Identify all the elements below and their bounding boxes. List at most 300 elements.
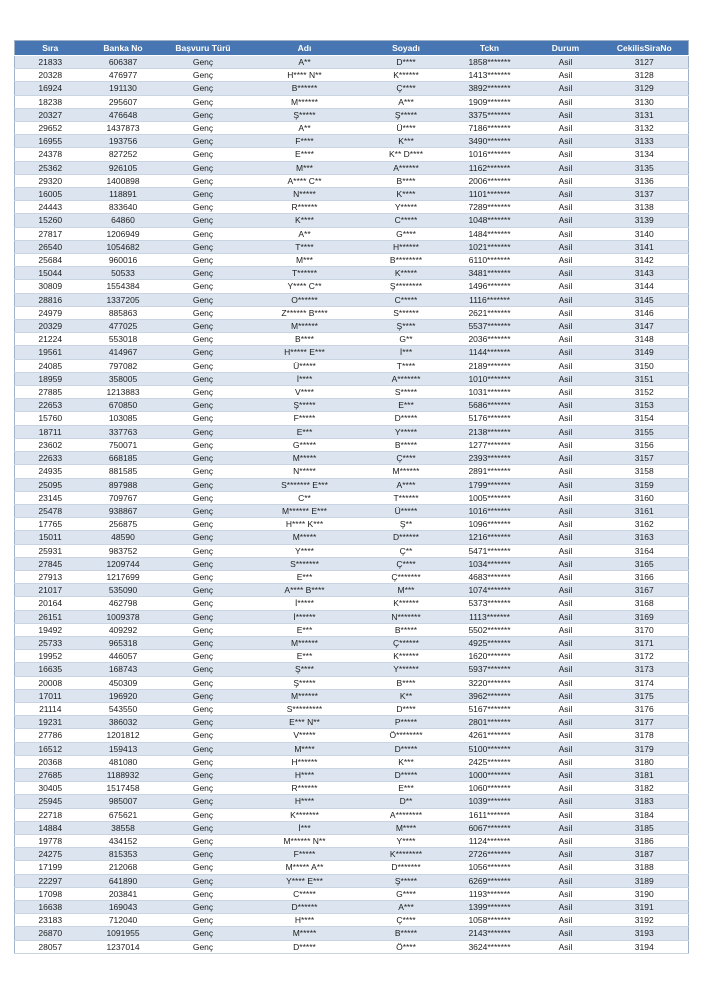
- cell-adi: Ş*****: [246, 108, 364, 121]
- cell-sira: 16955: [15, 135, 86, 148]
- table-row: [15, 821, 689, 834]
- cell-soyadi: Ü*****: [364, 504, 449, 517]
- cell-sira: 15260: [15, 214, 86, 227]
- cell-soyadi: P*****: [364, 716, 449, 729]
- cell-tckn: 1620*******: [449, 650, 531, 663]
- cell-cekilis-sira-no: 3171: [601, 636, 689, 649]
- cell-soyadi: D*****: [364, 742, 449, 755]
- cell-cekilis-sira-no: 3183: [601, 795, 689, 808]
- cell-durum: Asil: [531, 227, 601, 240]
- cell-banka-no: 169043: [86, 901, 161, 914]
- cell-sira: 26540: [15, 240, 86, 253]
- cell-durum: Asil: [531, 188, 601, 201]
- cell-cekilis-sira-no: 3157: [601, 452, 689, 465]
- cell-basvuru-turu: Genç: [161, 280, 246, 293]
- cell-banka-no: 606387: [86, 56, 161, 69]
- cell-cekilis-sira-no: 3162: [601, 518, 689, 531]
- cell-basvuru-turu: Genç: [161, 491, 246, 504]
- column-header-soyadi: Soyadı: [364, 41, 449, 56]
- cell-adi: İ******: [246, 610, 364, 623]
- cell-adi: İ***: [246, 821, 364, 834]
- cell-durum: Asil: [531, 940, 601, 953]
- cell-banka-no: 815353: [86, 848, 161, 861]
- cell-basvuru-turu: Genç: [161, 465, 246, 478]
- cell-banka-no: 833640: [86, 201, 161, 214]
- cell-banka-no: 827252: [86, 148, 161, 161]
- cell-soyadi: Ç****: [364, 452, 449, 465]
- cell-tckn: 1101*******: [449, 188, 531, 201]
- cell-basvuru-turu: Genç: [161, 570, 246, 583]
- table-row: [15, 834, 689, 847]
- cell-tckn: 5937*******: [449, 663, 531, 676]
- column-header-adi: Adı: [246, 41, 364, 56]
- cell-sira: 16512: [15, 742, 86, 755]
- cell-cekilis-sira-no: 3159: [601, 478, 689, 491]
- cell-adi: A**** C**: [246, 174, 364, 187]
- cell-soyadi: M***: [364, 584, 449, 597]
- cell-durum: Asil: [531, 557, 601, 570]
- cell-adi: M*****: [246, 927, 364, 940]
- cell-adi: B****: [246, 333, 364, 346]
- cell-soyadi: Ç**: [364, 544, 449, 557]
- cell-basvuru-turu: Genç: [161, 874, 246, 887]
- cell-soyadi: A*******: [364, 372, 449, 385]
- cell-durum: Asil: [531, 795, 601, 808]
- cell-sira: 25733: [15, 636, 86, 649]
- cell-cekilis-sira-no: 3154: [601, 412, 689, 425]
- cell-soyadi: C*****: [364, 214, 449, 227]
- cell-durum: Asil: [531, 518, 601, 531]
- cell-durum: Asil: [531, 927, 601, 940]
- cell-tckn: 2621*******: [449, 306, 531, 319]
- cell-basvuru-turu: Genç: [161, 768, 246, 781]
- cell-sira: 16924: [15, 82, 86, 95]
- cell-sira: 22633: [15, 452, 86, 465]
- cell-banka-no: 434152: [86, 834, 161, 847]
- cell-tckn: 3375*******: [449, 108, 531, 121]
- cell-cekilis-sira-no: 3145: [601, 293, 689, 306]
- cell-durum: Asil: [531, 861, 601, 874]
- column-header-tckn: Tckn: [449, 41, 531, 56]
- table-row: [15, 874, 689, 887]
- cell-sira: 25931: [15, 544, 86, 557]
- cell-banka-no: 450309: [86, 676, 161, 689]
- cell-adi: E*** N**: [246, 716, 364, 729]
- cell-adi: Y**** C**: [246, 280, 364, 293]
- cell-cekilis-sira-no: 3187: [601, 848, 689, 861]
- cell-durum: Asil: [531, 491, 601, 504]
- cell-soyadi: A***: [364, 901, 449, 914]
- cell-durum: Asil: [531, 412, 601, 425]
- cell-banka-no: 1009378: [86, 610, 161, 623]
- table-row: [15, 69, 689, 82]
- cell-soyadi: Y****: [364, 834, 449, 847]
- cell-basvuru-turu: Genç: [161, 293, 246, 306]
- cell-basvuru-turu: Genç: [161, 584, 246, 597]
- cell-sira: 24935: [15, 465, 86, 478]
- cell-tckn: 2138*******: [449, 425, 531, 438]
- cell-sira: 19492: [15, 623, 86, 636]
- cell-basvuru-turu: Genç: [161, 372, 246, 385]
- cell-tckn: 7186*******: [449, 122, 531, 135]
- table-body: [15, 56, 689, 954]
- cell-sira: 25478: [15, 504, 86, 517]
- cell-basvuru-turu: Genç: [161, 320, 246, 333]
- cell-basvuru-turu: Genç: [161, 901, 246, 914]
- cell-banka-no: 709767: [86, 491, 161, 504]
- cell-adi: M******: [246, 320, 364, 333]
- table-row: [15, 227, 689, 240]
- table-row: [15, 848, 689, 861]
- cell-durum: Asil: [531, 584, 601, 597]
- cell-basvuru-turu: Genç: [161, 795, 246, 808]
- cell-tckn: 5167*******: [449, 702, 531, 715]
- cell-soyadi: Ş*****: [364, 108, 449, 121]
- cell-adi: Ş*****: [246, 676, 364, 689]
- cell-soyadi: B*****: [364, 927, 449, 940]
- cell-adi: Ş*****: [246, 399, 364, 412]
- cell-sira: 27845: [15, 557, 86, 570]
- cell-sira: 26151: [15, 610, 86, 623]
- cell-cekilis-sira-no: 3142: [601, 254, 689, 267]
- cell-banka-no: 1400898: [86, 174, 161, 187]
- cell-basvuru-turu: Genç: [161, 504, 246, 517]
- cell-durum: Asil: [531, 386, 601, 399]
- cell-soyadi: B****: [364, 676, 449, 689]
- table-row: [15, 359, 689, 372]
- cell-basvuru-turu: Genç: [161, 636, 246, 649]
- table-row: [15, 597, 689, 610]
- cell-adi: S*********: [246, 702, 364, 715]
- cell-adi: Ş****: [246, 663, 364, 676]
- cell-durum: Asil: [531, 452, 601, 465]
- cell-soyadi: Ö****: [364, 940, 449, 953]
- cell-cekilis-sira-no: 3170: [601, 623, 689, 636]
- cell-banka-no: 38558: [86, 821, 161, 834]
- cell-durum: Asil: [531, 306, 601, 319]
- cell-durum: Asil: [531, 214, 601, 227]
- cell-adi: D******: [246, 901, 364, 914]
- cell-durum: Asil: [531, 201, 601, 214]
- cell-durum: Asil: [531, 663, 601, 676]
- cell-banka-no: 897988: [86, 478, 161, 491]
- cell-sira: 22718: [15, 808, 86, 821]
- cell-cekilis-sira-no: 3186: [601, 834, 689, 847]
- table-row: [15, 636, 689, 649]
- cell-sira: 27786: [15, 729, 86, 742]
- cell-tckn: 1124*******: [449, 834, 531, 847]
- cell-cekilis-sira-no: 3190: [601, 887, 689, 900]
- cell-banka-no: 476977: [86, 69, 161, 82]
- cell-banka-no: 1188932: [86, 768, 161, 781]
- cell-cekilis-sira-no: 3174: [601, 676, 689, 689]
- cell-sira: 27913: [15, 570, 86, 583]
- cell-basvuru-turu: Genç: [161, 663, 246, 676]
- table-row: [15, 940, 689, 953]
- cell-tckn: 1611*******: [449, 808, 531, 821]
- cell-banka-no: 1554384: [86, 280, 161, 293]
- cell-adi: H****: [246, 768, 364, 781]
- cell-banka-no: 960016: [86, 254, 161, 267]
- cell-sira: 18959: [15, 372, 86, 385]
- cell-banka-no: 1217699: [86, 570, 161, 583]
- table-row: [15, 240, 689, 253]
- cell-tckn: 2891*******: [449, 465, 531, 478]
- cell-basvuru-turu: Genç: [161, 214, 246, 227]
- table-row: [15, 927, 689, 940]
- cell-adi: H******: [246, 755, 364, 768]
- table-row: [15, 557, 689, 570]
- table-row: [15, 201, 689, 214]
- table-row: [15, 333, 689, 346]
- cell-sira: 15044: [15, 267, 86, 280]
- cell-banka-no: 535090: [86, 584, 161, 597]
- cell-sira: 14884: [15, 821, 86, 834]
- cell-basvuru-turu: Genç: [161, 610, 246, 623]
- table-row: [15, 676, 689, 689]
- cell-soyadi: M****: [364, 821, 449, 834]
- cell-sira: 23183: [15, 914, 86, 927]
- cell-soyadi: Ş*****: [364, 874, 449, 887]
- cell-sira: 16635: [15, 663, 86, 676]
- cell-basvuru-turu: Genç: [161, 122, 246, 135]
- cell-sira: 21833: [15, 56, 86, 69]
- cell-cekilis-sira-no: 3161: [601, 504, 689, 517]
- cell-soyadi: A****: [364, 478, 449, 491]
- cell-banka-no: 1517458: [86, 782, 161, 795]
- cell-basvuru-turu: Genç: [161, 69, 246, 82]
- cell-durum: Asil: [531, 346, 601, 359]
- cell-basvuru-turu: Genç: [161, 887, 246, 900]
- table-row: [15, 465, 689, 478]
- cell-cekilis-sira-no: 3131: [601, 108, 689, 121]
- cell-durum: Asil: [531, 834, 601, 847]
- cell-tckn: 2726*******: [449, 848, 531, 861]
- cell-tckn: 1216*******: [449, 531, 531, 544]
- cell-soyadi: K****: [364, 188, 449, 201]
- cell-durum: Asil: [531, 267, 601, 280]
- cell-durum: Asil: [531, 122, 601, 135]
- cell-soyadi: A***: [364, 95, 449, 108]
- cell-banka-no: 191130: [86, 82, 161, 95]
- cell-durum: Asil: [531, 623, 601, 636]
- cell-sira: 18238: [15, 95, 86, 108]
- cell-soyadi: K***: [364, 135, 449, 148]
- cell-basvuru-turu: Genç: [161, 227, 246, 240]
- cell-durum: Asil: [531, 240, 601, 253]
- cell-adi: M******: [246, 689, 364, 702]
- cell-tckn: 4925*******: [449, 636, 531, 649]
- cell-cekilis-sira-no: 3193: [601, 927, 689, 940]
- cell-banka-no: 750071: [86, 438, 161, 451]
- cell-soyadi: D****: [364, 702, 449, 715]
- cell-soyadi: T******: [364, 491, 449, 504]
- cell-basvuru-turu: Genç: [161, 174, 246, 187]
- cell-durum: Asil: [531, 597, 601, 610]
- cell-cekilis-sira-no: 3149: [601, 346, 689, 359]
- cell-soyadi: E***: [364, 399, 449, 412]
- cell-adi: F*****: [246, 848, 364, 861]
- cell-tckn: 5502*******: [449, 623, 531, 636]
- cell-sira: 29320: [15, 174, 86, 187]
- cell-soyadi: Ü****: [364, 122, 449, 135]
- cell-cekilis-sira-no: 3176: [601, 702, 689, 715]
- cell-cekilis-sira-no: 3169: [601, 610, 689, 623]
- cell-tckn: 1005*******: [449, 491, 531, 504]
- cell-adi: C**: [246, 491, 364, 504]
- cell-banka-no: 1054682: [86, 240, 161, 253]
- cell-banka-no: 1209744: [86, 557, 161, 570]
- cell-banka-no: 477025: [86, 320, 161, 333]
- column-header-banka-no: Banka No: [86, 41, 161, 56]
- cell-adi: H****: [246, 795, 364, 808]
- cell-adi: E***: [246, 570, 364, 583]
- cell-basvuru-turu: Genç: [161, 518, 246, 531]
- cell-durum: Asil: [531, 320, 601, 333]
- cell-soyadi: K**: [364, 689, 449, 702]
- cell-cekilis-sira-no: 3146: [601, 306, 689, 319]
- cell-soyadi: Y*****: [364, 425, 449, 438]
- table-row: [15, 161, 689, 174]
- cell-soyadi: H******: [364, 240, 449, 253]
- cell-soyadi: G****: [364, 227, 449, 240]
- table-row: [15, 610, 689, 623]
- cell-tckn: 3892*******: [449, 82, 531, 95]
- cell-durum: Asil: [531, 716, 601, 729]
- cell-adi: M****** E***: [246, 504, 364, 517]
- cell-sira: 15011: [15, 531, 86, 544]
- cell-banka-no: 712040: [86, 914, 161, 927]
- cell-cekilis-sira-no: 3164: [601, 544, 689, 557]
- cell-banka-no: 159413: [86, 742, 161, 755]
- cell-basvuru-turu: Genç: [161, 438, 246, 451]
- cell-tckn: 1039*******: [449, 795, 531, 808]
- cell-tckn: 6269*******: [449, 874, 531, 887]
- cell-adi: A**** B****: [246, 584, 364, 597]
- cell-adi: K****: [246, 214, 364, 227]
- cell-tckn: 6110*******: [449, 254, 531, 267]
- cell-cekilis-sira-no: 3155: [601, 425, 689, 438]
- table-row: [15, 188, 689, 201]
- cell-adi: V****: [246, 386, 364, 399]
- cell-basvuru-turu: Genç: [161, 346, 246, 359]
- table-row: [15, 531, 689, 544]
- cell-soyadi: S******: [364, 306, 449, 319]
- cell-sira: 17765: [15, 518, 86, 531]
- cell-adi: A**: [246, 227, 364, 240]
- cell-cekilis-sira-no: 3141: [601, 240, 689, 253]
- cell-cekilis-sira-no: 3127: [601, 56, 689, 69]
- cell-durum: Asil: [531, 570, 601, 583]
- cell-sira: 30405: [15, 782, 86, 795]
- cell-cekilis-sira-no: 3185: [601, 821, 689, 834]
- cell-durum: Asil: [531, 702, 601, 715]
- cell-sira: 29652: [15, 122, 86, 135]
- cell-banka-no: 1337205: [86, 293, 161, 306]
- cell-durum: Asil: [531, 56, 601, 69]
- cell-basvuru-turu: Genç: [161, 306, 246, 319]
- cell-adi: E****: [246, 148, 364, 161]
- table-row: [15, 438, 689, 451]
- cell-basvuru-turu: Genç: [161, 240, 246, 253]
- cell-basvuru-turu: Genç: [161, 56, 246, 69]
- cell-tckn: 1277*******: [449, 438, 531, 451]
- cell-adi: R******: [246, 201, 364, 214]
- table-row: [15, 795, 689, 808]
- cell-cekilis-sira-no: 3147: [601, 320, 689, 333]
- cell-cekilis-sira-no: 3144: [601, 280, 689, 293]
- cell-durum: Asil: [531, 372, 601, 385]
- table-row: [15, 280, 689, 293]
- cell-durum: Asil: [531, 874, 601, 887]
- cell-banka-no: 462798: [86, 597, 161, 610]
- cell-soyadi: T****: [364, 359, 449, 372]
- cell-soyadi: D****: [364, 56, 449, 69]
- cell-basvuru-turu: Genç: [161, 940, 246, 953]
- cell-tckn: 1484*******: [449, 227, 531, 240]
- table-row: [15, 372, 689, 385]
- cell-basvuru-turu: Genç: [161, 188, 246, 201]
- table-row: [15, 901, 689, 914]
- cell-durum: Asil: [531, 768, 601, 781]
- cell-durum: Asil: [531, 95, 601, 108]
- column-header-sira: Sıra: [15, 41, 86, 56]
- cell-sira: 17011: [15, 689, 86, 702]
- cell-sira: 24275: [15, 848, 86, 861]
- cell-durum: Asil: [531, 887, 601, 900]
- cell-cekilis-sira-no: 3132: [601, 122, 689, 135]
- cell-cekilis-sira-no: 3143: [601, 267, 689, 280]
- cell-basvuru-turu: Genç: [161, 861, 246, 874]
- cell-soyadi: C*****: [364, 293, 449, 306]
- cell-adi: V*****: [246, 729, 364, 742]
- cell-tckn: 1034*******: [449, 557, 531, 570]
- cell-soyadi: B********: [364, 254, 449, 267]
- cell-sira: 24443: [15, 201, 86, 214]
- cell-durum: Asil: [531, 676, 601, 689]
- cell-banka-no: 938867: [86, 504, 161, 517]
- cell-cekilis-sira-no: 3133: [601, 135, 689, 148]
- cell-tckn: 2006*******: [449, 174, 531, 187]
- cell-cekilis-sira-no: 3129: [601, 82, 689, 95]
- cell-tckn: 3624*******: [449, 940, 531, 953]
- cell-durum: Asil: [531, 755, 601, 768]
- cell-tckn: 1909*******: [449, 95, 531, 108]
- cell-durum: Asil: [531, 808, 601, 821]
- cell-cekilis-sira-no: 3138: [601, 201, 689, 214]
- cell-durum: Asil: [531, 438, 601, 451]
- cell-banka-no: 1237014: [86, 940, 161, 953]
- cell-adi: H***** E***: [246, 346, 364, 359]
- table-row: [15, 742, 689, 755]
- cell-cekilis-sira-no: 3172: [601, 650, 689, 663]
- table-row: [15, 650, 689, 663]
- cell-adi: G*****: [246, 438, 364, 451]
- table-row: [15, 82, 689, 95]
- cell-basvuru-turu: Genç: [161, 108, 246, 121]
- cell-cekilis-sira-no: 3130: [601, 95, 689, 108]
- cell-tckn: 2393*******: [449, 452, 531, 465]
- cell-basvuru-turu: Genç: [161, 254, 246, 267]
- cell-banka-no: 983752: [86, 544, 161, 557]
- cell-soyadi: Ç****: [364, 557, 449, 570]
- cell-basvuru-turu: Genç: [161, 927, 246, 940]
- cell-banka-no: 797082: [86, 359, 161, 372]
- cell-soyadi: İ***: [364, 346, 449, 359]
- cell-basvuru-turu: Genç: [161, 834, 246, 847]
- cell-banka-no: 212068: [86, 861, 161, 874]
- cell-adi: Ü*****: [246, 359, 364, 372]
